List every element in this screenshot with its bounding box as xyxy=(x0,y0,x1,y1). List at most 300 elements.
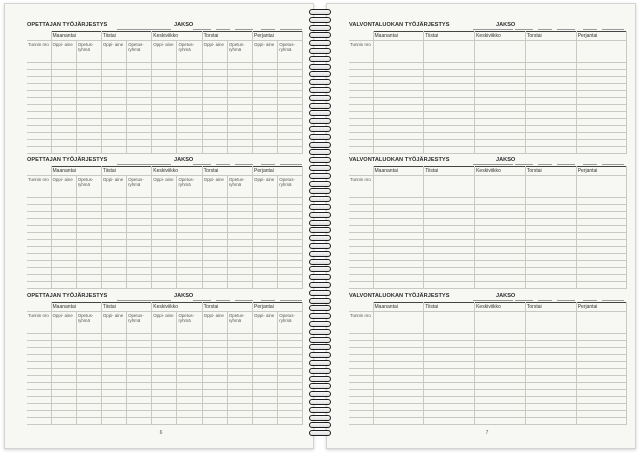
schedule-cell[interactable] xyxy=(278,348,303,355)
schedule-cell[interactable] xyxy=(576,41,627,63)
schedule-cell[interactable] xyxy=(424,205,475,212)
date-fill-line[interactable] xyxy=(261,164,275,165)
schedule-cell[interactable] xyxy=(152,282,177,289)
hour-cell[interactable] xyxy=(27,240,51,247)
date-fill-line[interactable] xyxy=(583,300,597,301)
schedule-cell[interactable] xyxy=(373,63,424,70)
schedule-cell[interactable] xyxy=(373,84,424,91)
schedule-cell[interactable] xyxy=(525,390,576,397)
hour-cell[interactable] xyxy=(349,341,373,348)
schedule-cell[interactable] xyxy=(373,334,424,341)
date-fill-line[interactable] xyxy=(280,164,302,165)
schedule-cell[interactable] xyxy=(177,411,202,418)
schedule-cell[interactable] xyxy=(51,133,76,140)
schedule-cell[interactable] xyxy=(525,140,576,147)
schedule-cell[interactable] xyxy=(253,397,278,404)
schedule-cell[interactable] xyxy=(475,355,526,362)
schedule-cell[interactable] xyxy=(475,404,526,411)
schedule-cell[interactable] xyxy=(127,140,152,147)
schedule-cell[interactable] xyxy=(525,404,576,411)
schedule-cell[interactable] xyxy=(424,247,475,254)
date-fill-line[interactable] xyxy=(280,29,302,30)
schedule-cell[interactable] xyxy=(127,341,152,348)
schedule-cell[interactable] xyxy=(177,275,202,282)
schedule-cell[interactable] xyxy=(101,84,126,91)
schedule-cell[interactable] xyxy=(177,98,202,105)
schedule-cell[interactable] xyxy=(253,362,278,369)
schedule-cell[interactable] xyxy=(101,126,126,133)
schedule-cell[interactable] xyxy=(278,140,303,147)
schedule-cell[interactable] xyxy=(278,334,303,341)
schedule-cell[interactable] xyxy=(76,205,101,212)
schedule-cell[interactable] xyxy=(51,362,76,369)
schedule-cell[interactable] xyxy=(373,275,424,282)
schedule-cell[interactable] xyxy=(253,254,278,261)
schedule-cell[interactable] xyxy=(278,105,303,112)
schedule-cell[interactable] xyxy=(127,282,152,289)
schedule-cell[interactable] xyxy=(76,126,101,133)
schedule-cell[interactable] xyxy=(253,63,278,70)
schedule-cell[interactable] xyxy=(424,84,475,91)
schedule-cell[interactable] xyxy=(525,226,576,233)
schedule-cell[interactable] xyxy=(202,334,227,341)
schedule-cell[interactable] xyxy=(101,275,126,282)
schedule-cell[interactable] xyxy=(227,140,252,147)
hour-cell[interactable] xyxy=(27,261,51,268)
schedule-cell[interactable] xyxy=(576,226,627,233)
schedule-cell[interactable] xyxy=(373,282,424,289)
schedule-cell[interactable] xyxy=(576,105,627,112)
schedule-cell[interactable] xyxy=(525,112,576,119)
schedule-cell[interactable] xyxy=(76,348,101,355)
schedule-cell[interactable] xyxy=(253,233,278,240)
schedule-cell[interactable] xyxy=(76,355,101,362)
schedule-cell[interactable] xyxy=(76,411,101,418)
hour-cell[interactable] xyxy=(27,226,51,233)
schedule-cell[interactable] xyxy=(127,240,152,247)
schedule-cell[interactable] xyxy=(51,334,76,341)
schedule-cell[interactable] xyxy=(424,369,475,376)
schedule-cell[interactable] xyxy=(475,112,526,119)
date-fill-line[interactable] xyxy=(515,300,533,301)
schedule-cell[interactable] xyxy=(152,119,177,126)
schedule-cell[interactable] xyxy=(475,70,526,77)
hour-cell[interactable] xyxy=(349,240,373,247)
schedule-cell[interactable] xyxy=(152,70,177,77)
schedule-cell[interactable] xyxy=(177,341,202,348)
schedule-cell[interactable] xyxy=(373,112,424,119)
schedule-cell[interactable] xyxy=(202,226,227,233)
schedule-cell[interactable] xyxy=(127,126,152,133)
schedule-cell[interactable] xyxy=(227,205,252,212)
schedule-cell[interactable] xyxy=(202,341,227,348)
schedule-cell[interactable] xyxy=(51,70,76,77)
schedule-cell[interactable] xyxy=(525,369,576,376)
schedule-cell[interactable] xyxy=(101,355,126,362)
date-fill-line[interactable] xyxy=(583,164,597,165)
schedule-cell[interactable] xyxy=(475,84,526,91)
schedule-cell[interactable] xyxy=(51,205,76,212)
schedule-cell[interactable] xyxy=(152,383,177,390)
schedule-cell[interactable] xyxy=(152,77,177,84)
schedule-cell[interactable] xyxy=(253,383,278,390)
schedule-cell[interactable] xyxy=(177,226,202,233)
date-fill-line[interactable] xyxy=(538,300,552,301)
schedule-cell[interactable] xyxy=(227,390,252,397)
schedule-cell[interactable] xyxy=(525,247,576,254)
schedule-cell[interactable] xyxy=(76,70,101,77)
schedule-cell[interactable] xyxy=(475,261,526,268)
schedule-cell[interactable] xyxy=(177,63,202,70)
schedule-cell[interactable] xyxy=(525,254,576,261)
schedule-cell[interactable] xyxy=(51,147,76,154)
schedule-cell[interactable] xyxy=(278,411,303,418)
schedule-cell[interactable] xyxy=(424,198,475,205)
schedule-cell[interactable] xyxy=(475,91,526,98)
schedule-cell[interactable] xyxy=(101,63,126,70)
hour-cell[interactable] xyxy=(349,275,373,282)
schedule-cell[interactable] xyxy=(253,70,278,77)
schedule-cell[interactable] xyxy=(475,205,526,212)
schedule-cell[interactable] xyxy=(227,247,252,254)
date-fill-line[interactable] xyxy=(583,29,597,30)
schedule-cell[interactable] xyxy=(152,411,177,418)
schedule-cell[interactable] xyxy=(76,254,101,261)
schedule-cell[interactable] xyxy=(51,411,76,418)
schedule-cell[interactable] xyxy=(76,119,101,126)
schedule-cell[interactable] xyxy=(152,140,177,147)
hour-cell[interactable] xyxy=(27,376,51,383)
schedule-cell[interactable] xyxy=(127,268,152,275)
schedule-cell[interactable] xyxy=(202,70,227,77)
schedule-cell[interactable] xyxy=(51,112,76,119)
schedule-cell[interactable] xyxy=(525,233,576,240)
schedule-cell[interactable] xyxy=(253,282,278,289)
schedule-cell[interactable] xyxy=(424,261,475,268)
schedule-cell[interactable] xyxy=(152,240,177,247)
schedule-cell[interactable] xyxy=(152,212,177,219)
schedule-cell[interactable] xyxy=(525,98,576,105)
schedule-cell[interactable] xyxy=(76,226,101,233)
schedule-cell[interactable] xyxy=(127,369,152,376)
schedule-cell[interactable] xyxy=(76,404,101,411)
schedule-cell[interactable] xyxy=(202,254,227,261)
schedule-cell[interactable] xyxy=(576,268,627,275)
schedule-cell[interactable] xyxy=(227,219,252,226)
schedule-cell[interactable] xyxy=(76,341,101,348)
schedule-cell[interactable] xyxy=(127,233,152,240)
schedule-cell[interactable] xyxy=(202,63,227,70)
schedule-cell[interactable] xyxy=(101,261,126,268)
schedule-cell[interactable] xyxy=(253,119,278,126)
schedule-cell[interactable] xyxy=(525,198,576,205)
fill-line[interactable] xyxy=(473,164,513,165)
schedule-cell[interactable] xyxy=(525,312,576,334)
schedule-cell[interactable] xyxy=(152,355,177,362)
schedule-cell[interactable] xyxy=(424,63,475,70)
schedule-cell[interactable] xyxy=(177,383,202,390)
schedule-cell[interactable] xyxy=(76,397,101,404)
hour-cell[interactable] xyxy=(27,341,51,348)
schedule-cell[interactable] xyxy=(278,355,303,362)
schedule-cell[interactable] xyxy=(576,369,627,376)
schedule-cell[interactable] xyxy=(253,84,278,91)
schedule-cell[interactable] xyxy=(424,119,475,126)
hour-cell[interactable] xyxy=(27,268,51,275)
schedule-cell[interactable] xyxy=(576,397,627,404)
schedule-cell[interactable] xyxy=(373,119,424,126)
schedule-cell[interactable] xyxy=(152,362,177,369)
hour-cell[interactable] xyxy=(349,362,373,369)
schedule-cell[interactable] xyxy=(127,411,152,418)
hour-cell[interactable] xyxy=(349,70,373,77)
date-fill-line[interactable] xyxy=(235,164,253,165)
schedule-cell[interactable] xyxy=(202,133,227,140)
schedule-cell[interactable] xyxy=(202,348,227,355)
schedule-cell[interactable] xyxy=(576,205,627,212)
schedule-cell[interactable] xyxy=(475,63,526,70)
schedule-cell[interactable] xyxy=(278,212,303,219)
schedule-cell[interactable] xyxy=(278,383,303,390)
schedule-cell[interactable] xyxy=(76,140,101,147)
hour-cell[interactable] xyxy=(349,397,373,404)
schedule-cell[interactable] xyxy=(253,348,278,355)
date-fill-line[interactable] xyxy=(515,164,533,165)
schedule-cell[interactable] xyxy=(373,254,424,261)
schedule-cell[interactable] xyxy=(475,397,526,404)
schedule-cell[interactable] xyxy=(127,334,152,341)
schedule-cell[interactable] xyxy=(475,198,526,205)
schedule-cell[interactable] xyxy=(475,226,526,233)
schedule-cell[interactable] xyxy=(278,247,303,254)
hour-cell[interactable] xyxy=(349,226,373,233)
schedule-cell[interactable] xyxy=(101,212,126,219)
schedule-cell[interactable] xyxy=(576,240,627,247)
schedule-cell[interactable] xyxy=(202,247,227,254)
hour-cell[interactable] xyxy=(349,254,373,261)
hour-cell[interactable] xyxy=(27,254,51,261)
hour-cell[interactable] xyxy=(349,219,373,226)
hour-cell[interactable] xyxy=(27,275,51,282)
schedule-cell[interactable] xyxy=(373,247,424,254)
hour-cell[interactable] xyxy=(27,105,51,112)
schedule-cell[interactable] xyxy=(373,348,424,355)
schedule-cell[interactable] xyxy=(576,219,627,226)
date-fill-line[interactable] xyxy=(235,300,253,301)
schedule-cell[interactable] xyxy=(152,247,177,254)
schedule-cell[interactable] xyxy=(525,282,576,289)
schedule-cell[interactable] xyxy=(152,126,177,133)
schedule-cell[interactable] xyxy=(76,383,101,390)
schedule-cell[interactable] xyxy=(177,212,202,219)
schedule-cell[interactable] xyxy=(525,41,576,63)
schedule-cell[interactable] xyxy=(253,147,278,154)
schedule-cell[interactable] xyxy=(227,91,252,98)
schedule-cell[interactable] xyxy=(76,63,101,70)
schedule-cell[interactable] xyxy=(101,226,126,233)
hour-cell[interactable] xyxy=(349,411,373,418)
schedule-cell[interactable] xyxy=(202,233,227,240)
schedule-cell[interactable] xyxy=(373,98,424,105)
schedule-cell[interactable] xyxy=(127,77,152,84)
date-fill-line[interactable] xyxy=(235,29,253,30)
schedule-cell[interactable] xyxy=(373,91,424,98)
schedule-cell[interactable] xyxy=(76,268,101,275)
schedule-cell[interactable] xyxy=(127,84,152,91)
schedule-cell[interactable] xyxy=(177,84,202,91)
schedule-cell[interactable] xyxy=(76,376,101,383)
schedule-cell[interactable] xyxy=(424,41,475,63)
schedule-cell[interactable] xyxy=(152,63,177,70)
hour-cell[interactable] xyxy=(349,261,373,268)
hour-cell[interactable] xyxy=(27,348,51,355)
schedule-cell[interactable] xyxy=(253,219,278,226)
schedule-cell[interactable] xyxy=(127,247,152,254)
schedule-cell[interactable] xyxy=(101,140,126,147)
schedule-cell[interactable] xyxy=(127,418,152,425)
schedule-cell[interactable] xyxy=(152,198,177,205)
schedule-cell[interactable] xyxy=(475,362,526,369)
schedule-cell[interactable] xyxy=(576,84,627,91)
schedule-cell[interactable] xyxy=(424,112,475,119)
schedule-cell[interactable] xyxy=(373,390,424,397)
schedule-cell[interactable] xyxy=(373,41,424,63)
schedule-cell[interactable] xyxy=(101,268,126,275)
schedule-cell[interactable] xyxy=(227,77,252,84)
schedule-cell[interactable] xyxy=(278,63,303,70)
schedule-cell[interactable] xyxy=(373,176,424,198)
schedule-cell[interactable] xyxy=(253,261,278,268)
schedule-cell[interactable] xyxy=(177,112,202,119)
schedule-cell[interactable] xyxy=(51,233,76,240)
hour-cell[interactable] xyxy=(27,133,51,140)
hour-cell[interactable] xyxy=(349,119,373,126)
schedule-cell[interactable] xyxy=(475,348,526,355)
schedule-cell[interactable] xyxy=(101,334,126,341)
schedule-cell[interactable] xyxy=(253,77,278,84)
schedule-cell[interactable] xyxy=(373,341,424,348)
schedule-cell[interactable] xyxy=(177,268,202,275)
schedule-cell[interactable] xyxy=(525,84,576,91)
schedule-cell[interactable] xyxy=(202,147,227,154)
schedule-cell[interactable] xyxy=(101,390,126,397)
schedule-cell[interactable] xyxy=(525,376,576,383)
hour-cell[interactable] xyxy=(27,91,51,98)
schedule-cell[interactable] xyxy=(373,205,424,212)
schedule-cell[interactable] xyxy=(101,112,126,119)
schedule-cell[interactable] xyxy=(475,240,526,247)
schedule-cell[interactable] xyxy=(127,355,152,362)
schedule-cell[interactable] xyxy=(576,126,627,133)
schedule-cell[interactable] xyxy=(576,140,627,147)
schedule-cell[interactable] xyxy=(475,383,526,390)
schedule-cell[interactable] xyxy=(424,355,475,362)
schedule-cell[interactable] xyxy=(475,133,526,140)
schedule-cell[interactable] xyxy=(127,404,152,411)
schedule-cell[interactable] xyxy=(475,119,526,126)
schedule-cell[interactable] xyxy=(525,418,576,425)
schedule-cell[interactable] xyxy=(51,240,76,247)
schedule-cell[interactable] xyxy=(227,126,252,133)
hour-cell[interactable] xyxy=(27,390,51,397)
schedule-cell[interactable] xyxy=(278,369,303,376)
schedule-cell[interactable] xyxy=(373,355,424,362)
schedule-cell[interactable] xyxy=(475,247,526,254)
schedule-cell[interactable] xyxy=(424,312,475,334)
schedule-cell[interactable] xyxy=(76,334,101,341)
schedule-cell[interactable] xyxy=(373,147,424,154)
schedule-cell[interactable] xyxy=(152,341,177,348)
schedule-cell[interactable] xyxy=(525,275,576,282)
schedule-cell[interactable] xyxy=(51,275,76,282)
schedule-cell[interactable] xyxy=(576,282,627,289)
schedule-cell[interactable] xyxy=(227,198,252,205)
date-fill-line[interactable] xyxy=(557,300,575,301)
schedule-cell[interactable] xyxy=(525,212,576,219)
schedule-cell[interactable] xyxy=(576,70,627,77)
schedule-cell[interactable] xyxy=(177,247,202,254)
schedule-cell[interactable] xyxy=(202,418,227,425)
schedule-cell[interactable] xyxy=(76,212,101,219)
schedule-cell[interactable] xyxy=(373,140,424,147)
schedule-cell[interactable] xyxy=(177,254,202,261)
schedule-cell[interactable] xyxy=(51,268,76,275)
schedule-cell[interactable] xyxy=(202,126,227,133)
schedule-cell[interactable] xyxy=(202,282,227,289)
hour-cell[interactable] xyxy=(27,397,51,404)
schedule-cell[interactable] xyxy=(152,348,177,355)
schedule-cell[interactable] xyxy=(475,369,526,376)
schedule-cell[interactable] xyxy=(253,112,278,119)
schedule-cell[interactable] xyxy=(424,105,475,112)
schedule-cell[interactable] xyxy=(202,212,227,219)
schedule-cell[interactable] xyxy=(373,369,424,376)
schedule-cell[interactable] xyxy=(127,147,152,154)
date-fill-line[interactable] xyxy=(216,300,230,301)
schedule-cell[interactable] xyxy=(373,133,424,140)
schedule-cell[interactable] xyxy=(424,341,475,348)
schedule-cell[interactable] xyxy=(253,355,278,362)
schedule-cell[interactable] xyxy=(373,105,424,112)
schedule-cell[interactable] xyxy=(51,105,76,112)
schedule-cell[interactable] xyxy=(576,119,627,126)
schedule-cell[interactable] xyxy=(177,261,202,268)
hour-cell[interactable] xyxy=(349,63,373,70)
schedule-cell[interactable] xyxy=(525,268,576,275)
schedule-cell[interactable] xyxy=(525,341,576,348)
schedule-cell[interactable] xyxy=(475,376,526,383)
date-fill-line[interactable] xyxy=(193,164,211,165)
hour-cell[interactable] xyxy=(349,84,373,91)
schedule-cell[interactable] xyxy=(475,411,526,418)
schedule-cell[interactable] xyxy=(424,404,475,411)
schedule-cell[interactable] xyxy=(177,126,202,133)
schedule-cell[interactable] xyxy=(177,418,202,425)
hour-cell[interactable] xyxy=(349,334,373,341)
hour-cell[interactable] xyxy=(349,418,373,425)
schedule-cell[interactable] xyxy=(373,240,424,247)
schedule-cell[interactable] xyxy=(373,397,424,404)
hour-cell[interactable] xyxy=(349,369,373,376)
schedule-cell[interactable] xyxy=(424,362,475,369)
date-fill-line[interactable] xyxy=(216,29,230,30)
schedule-cell[interactable] xyxy=(51,254,76,261)
date-fill-line[interactable] xyxy=(557,29,575,30)
schedule-cell[interactable] xyxy=(101,411,126,418)
schedule-cell[interactable] xyxy=(424,147,475,154)
schedule-cell[interactable] xyxy=(177,140,202,147)
schedule-cell[interactable] xyxy=(177,282,202,289)
